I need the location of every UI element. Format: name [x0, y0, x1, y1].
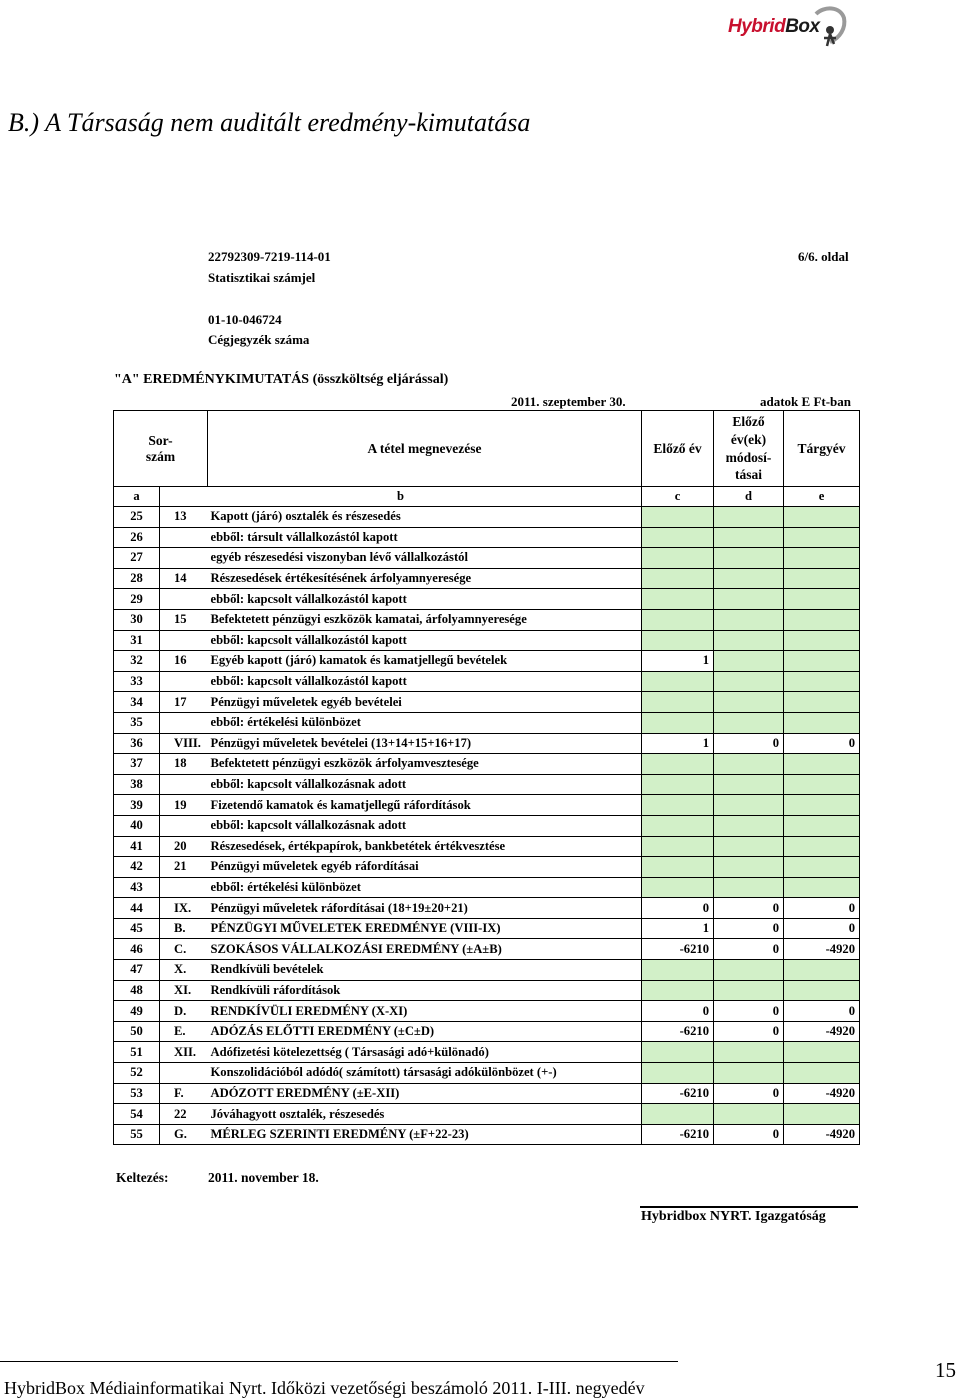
row-prev-value	[642, 609, 714, 630]
signature-line	[640, 1206, 858, 1208]
row-mod-value	[714, 527, 784, 548]
row-prev-value	[642, 527, 714, 548]
row-curr-value	[784, 692, 860, 713]
reg-number: 01-10-046724	[208, 312, 282, 327]
row-ref: IX.	[160, 898, 208, 919]
row-curr-value	[784, 671, 860, 692]
row-ref: 14	[160, 568, 208, 589]
row-name: SZOKÁSOS VÁLLALKOZÁSI EREDMÉNY (±A±B)	[208, 939, 642, 960]
row-prev-value	[642, 548, 714, 569]
row-sorszam: 53	[114, 1083, 160, 1104]
row-sorszam: 28	[114, 568, 160, 589]
row-name: ebből: értékelési különbözet	[208, 712, 642, 733]
row-name: RENDKÍVÜLI EREDMÉNY (X-XI)	[208, 1001, 642, 1022]
row-name: Részesedések, értékpapírok, bankbetétek értékvesztése	[208, 836, 642, 857]
row-curr-value: -4920	[784, 939, 860, 960]
row-name: Pénzügyi műveletek egyéb bevételei	[208, 692, 642, 713]
row-mod-value	[714, 671, 784, 692]
row-prev-value	[642, 568, 714, 589]
row-prev-value	[642, 671, 714, 692]
row-mod-value: 0	[714, 1001, 784, 1022]
row-sorszam: 49	[114, 1001, 160, 1022]
row-mod-value: 0	[714, 1021, 784, 1042]
table-body	[114, 507, 860, 1145]
row-ref	[160, 774, 208, 795]
row-mod-value	[714, 609, 784, 630]
row-prev-value	[642, 712, 714, 733]
stat-number: 22792309-7219-114-01	[208, 249, 331, 264]
table-row	[114, 1083, 860, 1104]
report-date: 2011. szeptember 30.	[511, 394, 626, 409]
table-row	[114, 733, 860, 754]
row-prev-value	[642, 980, 714, 1001]
row-sorszam: 45	[114, 918, 160, 939]
row-mod-value	[714, 980, 784, 1001]
letter-e: e	[784, 487, 860, 507]
row-ref: C.	[160, 939, 208, 960]
row-name: ebből: kapcsolt vállalkozástól kapott	[208, 589, 642, 610]
row-name: MÉRLEG SZERINTI EREDMÉNY (±F+22-23)	[208, 1124, 642, 1145]
row-sorszam: 35	[114, 712, 160, 733]
row-name: Konszolidációból adódó( számított) társasági adókülönbözet (+-)	[208, 1063, 642, 1084]
row-mod-value	[714, 1063, 784, 1084]
row-ref	[160, 877, 208, 898]
row-mod-value	[714, 651, 784, 672]
row-name: Befektetett pénzügyi eszközök kamatai, árfolyamnyeresége	[208, 609, 642, 630]
logo-wordmark: HybridBox	[728, 16, 820, 37]
row-sorszam: 43	[114, 877, 160, 898]
row-sorszam: 27	[114, 548, 160, 569]
row-prev-value	[642, 507, 714, 528]
row-mod-value	[714, 589, 784, 610]
table-row	[114, 857, 860, 878]
row-sorszam: 26	[114, 527, 160, 548]
table-row	[114, 774, 860, 795]
table-row	[114, 877, 860, 898]
row-mod-value: 0	[714, 1083, 784, 1104]
row-curr-value	[784, 877, 860, 898]
row-name: Pénzügyi műveletek egyéb ráfordításai	[208, 857, 642, 878]
row-prev-value: 0	[642, 898, 714, 919]
row-mod-value: 0	[714, 733, 784, 754]
row-mod-value	[714, 795, 784, 816]
row-sorszam: 55	[114, 1124, 160, 1145]
row-curr-value: -4920	[784, 1124, 860, 1145]
row-mod-value	[714, 692, 784, 713]
table-row	[114, 836, 860, 857]
row-name: Befektetett pénzügyi eszközök árfolyamvesztesége	[208, 754, 642, 775]
row-sorszam: 40	[114, 815, 160, 836]
income-statement-table	[113, 410, 860, 1145]
row-name: Kapott (járó) osztalék és részesedés	[208, 507, 642, 528]
row-curr-value	[784, 1063, 860, 1084]
row-mod-value	[714, 1104, 784, 1125]
row-curr-value: 0	[784, 918, 860, 939]
table-row	[114, 630, 860, 651]
row-curr-value	[784, 980, 860, 1001]
table-row	[114, 960, 860, 981]
row-ref: XII.	[160, 1042, 208, 1063]
row-prev-value	[642, 1063, 714, 1084]
row-curr-value	[784, 1104, 860, 1125]
table-row	[114, 527, 860, 548]
table-row	[114, 939, 860, 960]
row-curr-value	[784, 507, 860, 528]
row-mod-value: 0	[714, 918, 784, 939]
table-row	[114, 795, 860, 816]
row-mod-value	[714, 630, 784, 651]
row-prev-value: -6210	[642, 1124, 714, 1145]
row-prev-value	[642, 1042, 714, 1063]
row-prev-value	[642, 1104, 714, 1125]
row-name: Jóváhagyott osztalék, részesedés	[208, 1104, 642, 1125]
row-sorszam: 41	[114, 836, 160, 857]
row-name: egyéb részesedési viszonyban lévő vállalkozástól	[208, 548, 642, 569]
row-mod-value	[714, 774, 784, 795]
row-mod-value	[714, 1042, 784, 1063]
row-curr-value	[784, 960, 860, 981]
row-sorszam: 34	[114, 692, 160, 713]
row-mod-value: 0	[714, 939, 784, 960]
table-row	[114, 898, 860, 919]
row-name: ADÓZOTT EREDMÉNY (±E-XII)	[208, 1083, 642, 1104]
table-row	[114, 507, 860, 528]
dated-value: 2011. november 18.	[208, 1170, 319, 1185]
table-row	[114, 918, 860, 939]
row-curr-value	[784, 630, 860, 651]
row-name: Adófizetési kötelezettség ( Társasági adó+különadó)	[208, 1042, 642, 1063]
row-mod-value: 0	[714, 898, 784, 919]
row-prev-value: -6210	[642, 1083, 714, 1104]
row-curr-value	[784, 857, 860, 878]
row-name: ebből: kapcsolt vállalkozástól kapott	[208, 671, 642, 692]
row-sorszam: 30	[114, 609, 160, 630]
row-ref: 22	[160, 1104, 208, 1125]
letter-row	[114, 487, 860, 507]
row-curr-value	[784, 795, 860, 816]
row-prev-value	[642, 692, 714, 713]
row-curr-value	[784, 815, 860, 836]
row-prev-value	[642, 815, 714, 836]
row-ref: B.	[160, 918, 208, 939]
letter-b: b	[160, 487, 642, 507]
row-prev-value	[642, 774, 714, 795]
row-ref: 13	[160, 507, 208, 528]
row-ref	[160, 548, 208, 569]
row-name: ebből: társult vállalkozástól kapott	[208, 527, 642, 548]
row-mod-value	[714, 548, 784, 569]
row-mod-value	[714, 712, 784, 733]
row-name: Részesedések értékesítésének árfolyamnyeresége	[208, 568, 642, 589]
row-ref: 18	[160, 754, 208, 775]
dated-label: Keltezés:	[116, 1170, 169, 1185]
row-name: Fizetendő kamatok és kamatjellegű ráfordítások	[208, 795, 642, 816]
row-name: ebből: kapcsolt vállalkozástól kapott	[208, 630, 642, 651]
row-name: ebből: értékelési különbözet	[208, 877, 642, 898]
row-curr-value	[784, 774, 860, 795]
row-ref	[160, 1063, 208, 1084]
table-row	[114, 1104, 860, 1125]
row-curr-value	[784, 754, 860, 775]
row-name: ebből: kapcsolt vállalkozásnak adott	[208, 815, 642, 836]
row-mod-value	[714, 960, 784, 981]
letter-d: d	[714, 487, 784, 507]
row-ref	[160, 712, 208, 733]
table-header-row	[114, 411, 860, 487]
row-sorszam: 33	[114, 671, 160, 692]
page-heading: B.) A Társaság nem auditált eredmény-kimutatása	[8, 108, 531, 137]
row-curr-value: -4920	[784, 1021, 860, 1042]
row-mod-value	[714, 836, 784, 857]
row-sorszam: 36	[114, 733, 160, 754]
page-label: 6/6. oldal	[798, 249, 849, 264]
row-prev-value	[642, 857, 714, 878]
row-sorszam: 44	[114, 898, 160, 919]
row-curr-value	[784, 651, 860, 672]
letter-c: c	[642, 487, 714, 507]
row-mod-value: 0	[714, 1124, 784, 1145]
row-curr-value	[784, 836, 860, 857]
unit-label: adatok E Ft-ban	[760, 394, 852, 409]
table-row	[114, 568, 860, 589]
row-ref: XI.	[160, 980, 208, 1001]
row-curr-value	[784, 1042, 860, 1063]
row-prev-value: 0	[642, 1001, 714, 1022]
table-row	[114, 692, 860, 713]
row-mod-value	[714, 857, 784, 878]
row-curr-value	[784, 712, 860, 733]
row-prev-value: 1	[642, 651, 714, 672]
row-sorszam: 32	[114, 651, 160, 672]
row-prev-value: 1	[642, 733, 714, 754]
row-curr-value	[784, 548, 860, 569]
row-curr-value: -4920	[784, 1083, 860, 1104]
col-header-prev: Előző év	[642, 411, 714, 487]
row-curr-value	[784, 609, 860, 630]
row-sorszam: 46	[114, 939, 160, 960]
table-row	[114, 712, 860, 733]
table-row	[114, 1021, 860, 1042]
table-row	[114, 1063, 860, 1084]
row-sorszam: 29	[114, 589, 160, 610]
stat-label: Statisztikai számjel	[208, 270, 316, 285]
row-name: Rendkívüli bevételek	[208, 960, 642, 981]
table-row	[114, 980, 860, 1001]
row-ref: G.	[160, 1124, 208, 1145]
row-name: ADÓZÁS ELŐTTI EREDMÉNY (±C±D)	[208, 1021, 642, 1042]
row-name: ebből: kapcsolt vállalkozásnak adott	[208, 774, 642, 795]
row-mod-value	[714, 877, 784, 898]
row-mod-value	[714, 815, 784, 836]
row-sorszam: 48	[114, 980, 160, 1001]
letter-a: a	[114, 487, 160, 507]
row-ref: 16	[160, 651, 208, 672]
row-ref: E.	[160, 1021, 208, 1042]
row-ref: VIII.	[160, 733, 208, 754]
table-row	[114, 671, 860, 692]
row-ref	[160, 630, 208, 651]
row-ref: 17	[160, 692, 208, 713]
row-prev-value	[642, 630, 714, 651]
row-prev-value	[642, 960, 714, 981]
row-sorszam: 39	[114, 795, 160, 816]
row-sorszam: 51	[114, 1042, 160, 1063]
table-row	[114, 609, 860, 630]
row-ref: D.	[160, 1001, 208, 1022]
row-curr-value: 0	[784, 1001, 860, 1022]
row-prev-value: -6210	[642, 1021, 714, 1042]
row-sorszam: 37	[114, 754, 160, 775]
row-ref	[160, 671, 208, 692]
table-row	[114, 589, 860, 610]
row-sorszam: 52	[114, 1063, 160, 1084]
row-mod-value	[714, 507, 784, 528]
signature-text: Hybridbox NYRT. Igazgatóság	[641, 1209, 826, 1224]
row-curr-value	[784, 589, 860, 610]
table-row	[114, 651, 860, 672]
row-curr-value: 0	[784, 898, 860, 919]
row-name: Pénzügyi műveletek ráfordításai (18+19±20+21)	[208, 898, 642, 919]
row-name: PÉNZÜGYI MŰVELETEK EREDMÉNYE (VIII-IX)	[208, 918, 642, 939]
row-prev-value	[642, 754, 714, 775]
row-sorszam: 47	[114, 960, 160, 981]
reg-label: Cégjegyzék száma	[208, 332, 310, 347]
row-prev-value	[642, 877, 714, 898]
row-ref: F.	[160, 1083, 208, 1104]
row-ref	[160, 815, 208, 836]
row-ref	[160, 589, 208, 610]
col-header-mod: Előző év(ek) módosí- tásai	[714, 411, 784, 487]
row-prev-value: -6210	[642, 939, 714, 960]
table-row	[114, 754, 860, 775]
row-curr-value	[784, 568, 860, 589]
row-name: Pénzügyi műveletek bevételei (13+14+15+16+17)	[208, 733, 642, 754]
table-row	[114, 1124, 860, 1145]
table-title: "A" EREDMÉNYKIMUTATÁS (összköltség eljárással)	[114, 372, 449, 387]
row-sorszam: 50	[114, 1021, 160, 1042]
col-header-curr: Tárgyév	[784, 411, 860, 487]
row-prev-value	[642, 589, 714, 610]
table-row	[114, 1042, 860, 1063]
row-mod-value	[714, 568, 784, 589]
row-name: Rendkívüli ráfordítások	[208, 980, 642, 1001]
table-row	[114, 1001, 860, 1022]
row-sorszam: 42	[114, 857, 160, 878]
row-ref: X.	[160, 960, 208, 981]
table-row	[114, 815, 860, 836]
table-row	[114, 548, 860, 569]
row-sorszam: 25	[114, 507, 160, 528]
row-ref: 21	[160, 857, 208, 878]
row-ref: 20	[160, 836, 208, 857]
row-sorszam: 31	[114, 630, 160, 651]
row-curr-value	[784, 527, 860, 548]
row-prev-value	[642, 836, 714, 857]
row-prev-value	[642, 795, 714, 816]
row-sorszam: 38	[114, 774, 160, 795]
row-ref: 19	[160, 795, 208, 816]
row-name: Egyéb kapott (járó) kamatok és kamatjellegű bevételek	[208, 651, 642, 672]
col-header-name: A tétel megnevezése	[208, 411, 642, 487]
row-prev-value: 1	[642, 918, 714, 939]
row-ref: 15	[160, 609, 208, 630]
footer-text: HybridBox Médiainformatikai Nyrt. Időközi vezetőségi beszámoló 2011. I-III. negyedév	[4, 1378, 645, 1398]
footer-rule	[0, 1361, 678, 1362]
row-ref	[160, 527, 208, 548]
col-header-sorszam: Sor- szám	[114, 411, 208, 487]
page-number: 15	[935, 1358, 956, 1382]
row-sorszam: 54	[114, 1104, 160, 1125]
row-mod-value	[714, 754, 784, 775]
row-curr-value: 0	[784, 733, 860, 754]
